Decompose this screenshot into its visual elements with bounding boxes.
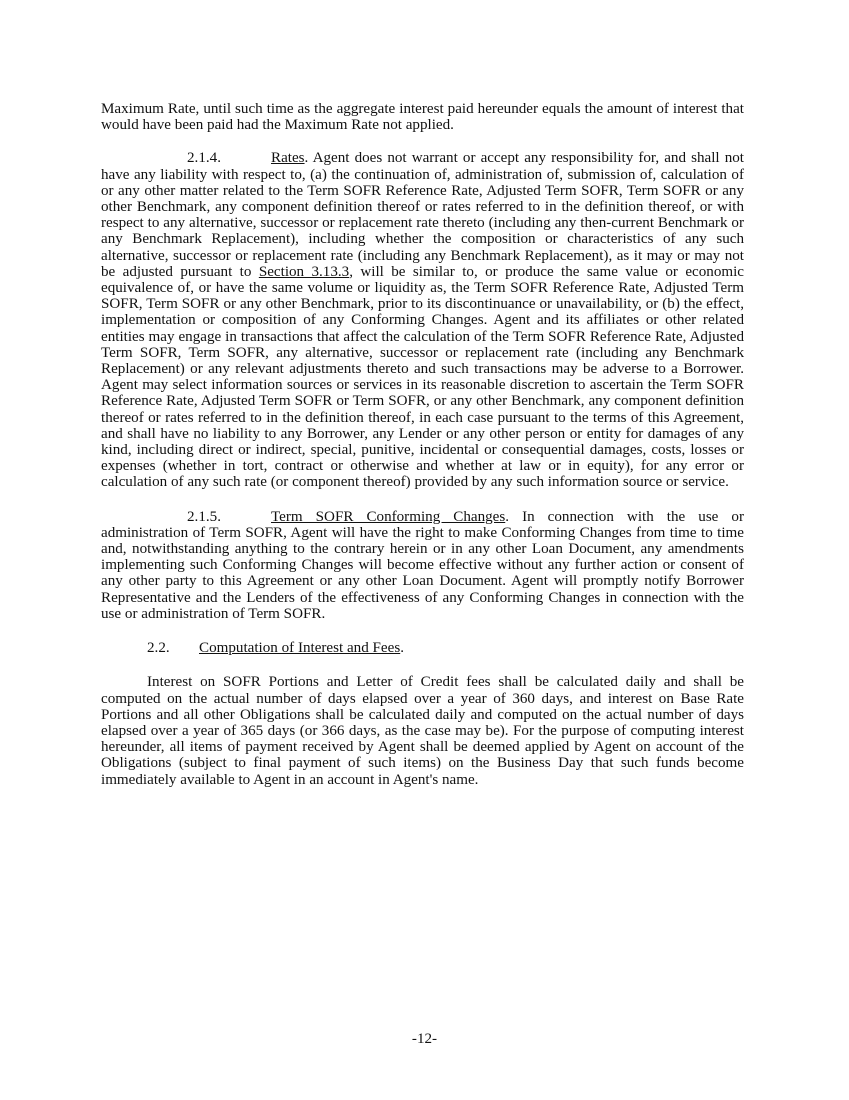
section-2-1-4-text-a: . Agent does not warrant or accept any responsibility for, and shall not have any liability with respect to, (a) the continuation of, administration of, submission of, calculation of or any other matter related to the Term SOFR Reference Rate, Adjusted Term SOFR, Term SOFR or any other Benchmark, any component definition thereof or rates referred to in the definition thereof, or with respect to any alternative, successor or replacement rate thereto (including any then-current Benchmark or any Benchmark Replacement), including whether the composition or characteristics of any such alternative, successor or replacement rate (including any Benchmark Replacement), as it may or may not be adjusted pursuant to	[101, 150, 744, 280]
section-2-1-4-title: Rates	[271, 150, 305, 167]
document-page	[101, 101, 744, 788]
section-2-2-heading	[101, 640, 744, 656]
section-2-1-5-text: . In connection with the use or administration of Term SOFR, Agent will have the right to make Conforming Changes from time to time and, notwithstanding anything to the contrary herein or in any other Loan Document, any amendments implementing such Conforming Changes will become effective without any further action or consent of any other party to this Agreement or any other Loan Document. Agent will promptly notify Borrower Representative and the Lenders of the effectiveness of any Conforming Changes in connection with the use or administration of Term SOFR.	[101, 508, 744, 622]
section-2-2-paragraph	[101, 674, 744, 787]
section-3-13-3-reference: Section 3.13.3	[258, 263, 350, 280]
section-2-1-5-number: 2.1.5.	[187, 508, 221, 525]
continuation-paragraph	[101, 101, 744, 133]
continuation-text: Maximum Rate, until such time as the aggregate interest paid hereunder equals the amount of interest that would have been paid had the Maximum Rate not applied.	[101, 101, 744, 134]
section-2-2-title-suffix: .	[400, 640, 404, 657]
section-2-2-text: Interest on SOFR Portions and Letter of Credit fees shall be calculated daily and shall be computed on the actual number of days elapsed over a year of 360 days, and interest on Base Rate Portions and all other Obligations shall be calculated daily and computed on the actual number of days elapsed over a year of 365 days (or 366 days, as the case may be). For the purpose of computing interest hereunder, all items of payment received by Agent shall be deemed applied by Agent on account of the Obligations (subject to final payment of such items) on the Business Day that such funds become immediately available to Agent in an account in Agent's name.	[101, 674, 744, 788]
section-2-2-title: Computation of Interest and Fees	[199, 640, 401, 657]
section-2-1-5-title: Term SOFR Conforming Changes	[271, 508, 506, 525]
section-2-1-4-number: 2.1.4.	[187, 150, 221, 167]
section-2-2-number: 2.2.	[147, 640, 170, 657]
section-2-1-4-text-b: , will be similar to, or produce the same value or economic equivalence of, or have the same volume or liquidity as, the Term SOFR Reference Rate, Adjusted Term SOFR, Term SOFR or any other Benchmark, prior to its discontinuance or unavailability, or (b) the effect, implementation or composition of any Conforming Changes. Agent and its affiliates or other related entities may engage in transactions that affect the calculation of the Term SOFR Reference Rate, Adjusted Term SOFR, Term SOFR, any alternative, successor or replacement rate (including any Benchmark Replacement) or any relevant adjustments thereto and such transactions may be adverse to a Borrower. Agent may select information sources or services in its reasonable discretion to ascertain the Term SOFR Reference Rate, Adjusted Term SOFR or Term SOFR, or any other Benchmark, any component definition thereof or rates referred to in the definition thereof, in each case pursuant to the terms of this Agreement, and shall have no liability to any Borrower, any Lender or any other person or entity for damages of any kind, including direct or indirect, special, punitive, incidental or consequential damages, costs, losses or expenses (whether in tort, contract or otherwise and whether at law or in equity), for any error or calculation of any such rate (or component thereof) provided by any such information source or service.	[101, 263, 744, 491]
page-number: -12-	[411, 1031, 438, 1047]
section-2-1-4-paragraph	[101, 150, 744, 490]
section-2-1-5-paragraph	[101, 509, 744, 622]
